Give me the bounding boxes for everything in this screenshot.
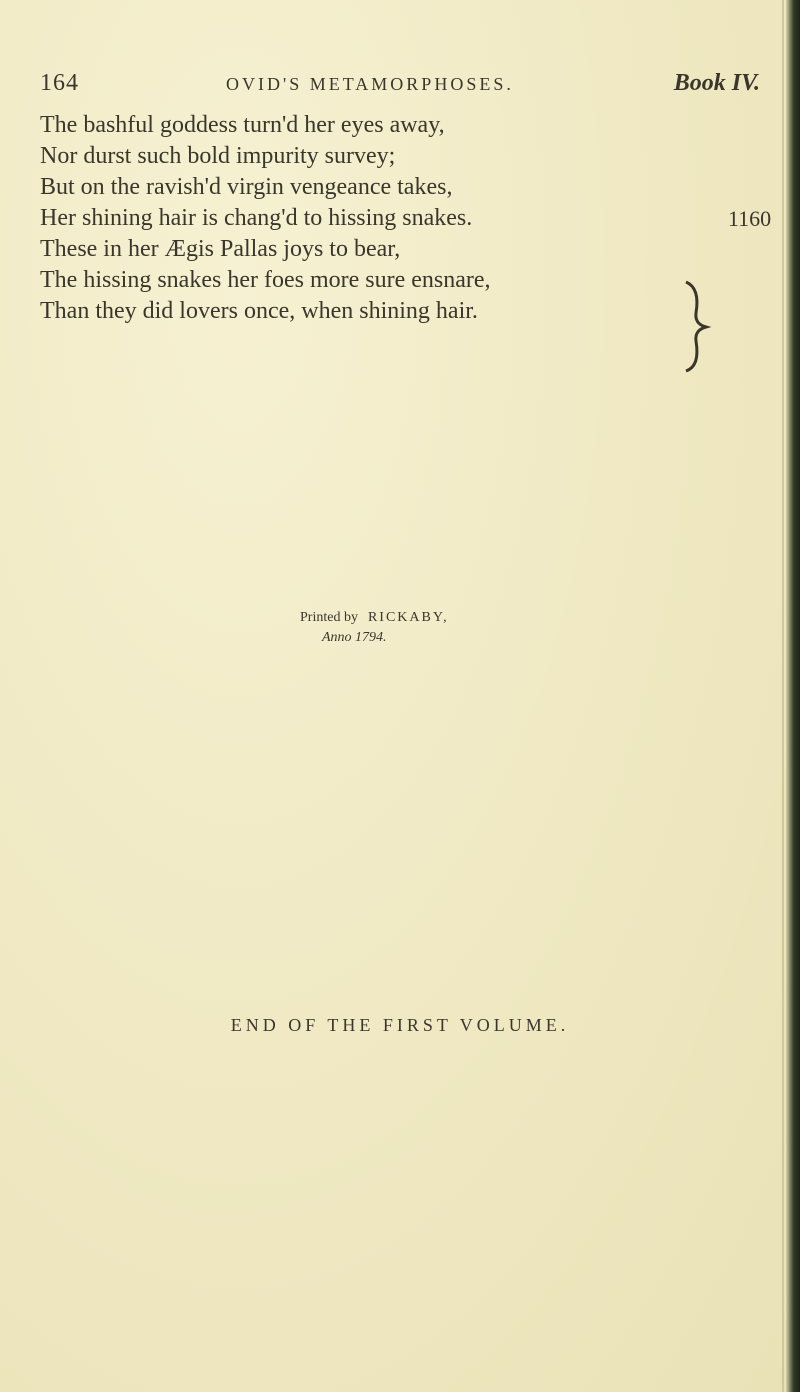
verse-line: Her shining hair is chang'd to hissing snakes. 1160 bbox=[40, 203, 770, 234]
verse-block bbox=[40, 110, 770, 327]
imprint-year: Anno 1794. bbox=[322, 630, 387, 645]
verse-line: Than they did lovers once, when shining hair. bbox=[40, 298, 478, 324]
printed-by-label: Printed by bbox=[300, 610, 358, 625]
verse-line: Nor durst such bold impurity survey; bbox=[40, 143, 396, 169]
imprint bbox=[300, 608, 449, 646]
triplet-brace-icon bbox=[682, 279, 712, 374]
book-label: Book IV. bbox=[673, 70, 760, 96]
verse-line: The hissing snakes her foes more sure ensnare, bbox=[40, 267, 491, 293]
page-binding-edge bbox=[786, 0, 800, 1392]
verse-line: But on the ravish'd virgin vengeance takes, bbox=[40, 174, 453, 200]
page-header bbox=[40, 70, 760, 104]
verse-line: These in her Ægis Pallas joys to bear, bbox=[40, 236, 401, 262]
line-number: 1160 bbox=[728, 206, 772, 231]
page-number: 164 bbox=[40, 70, 79, 96]
page-edge-line bbox=[782, 0, 784, 1392]
running-title: OVID'S METAMORPHOSES. bbox=[226, 74, 514, 94]
verse-line: The bashful goddess turn'd her eyes away, bbox=[40, 112, 445, 138]
end-of-volume-text: END OF THE FIRST VOLUME. bbox=[230, 1015, 570, 1035]
printer-name: RICKABY, bbox=[367, 610, 449, 625]
